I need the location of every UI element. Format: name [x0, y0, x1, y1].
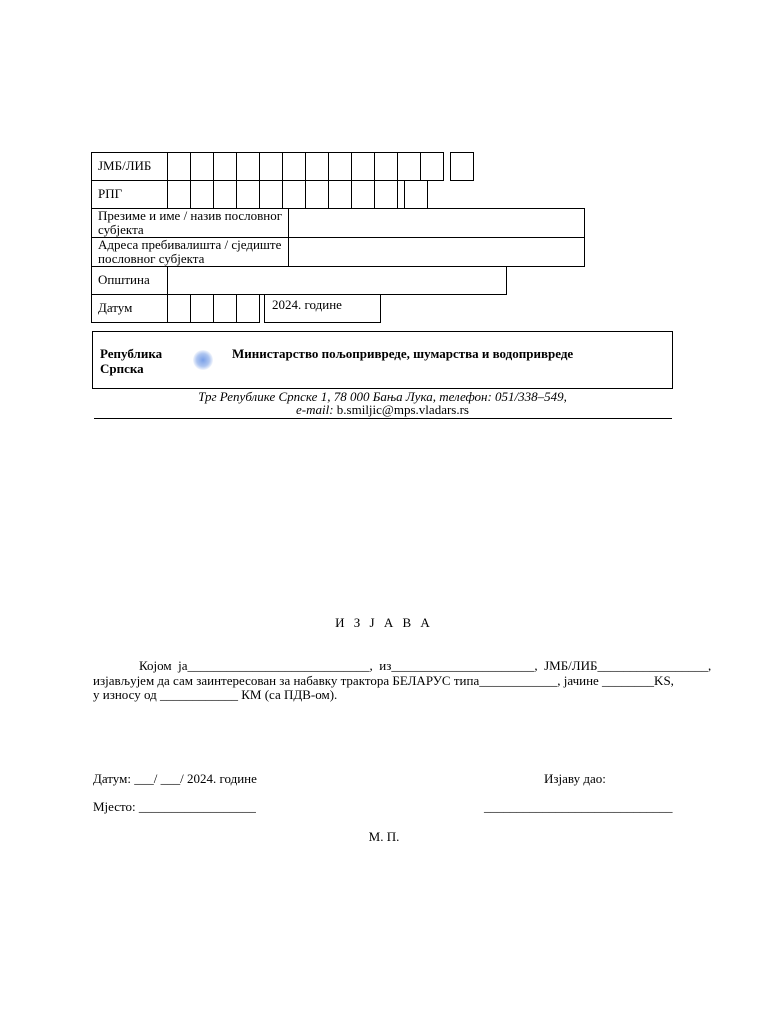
jmb-digit-4[interactable] [236, 152, 260, 181]
date-digit-4[interactable] [236, 294, 260, 323]
ministry-address: Трг Републике Српске 1, 78 000 Бања Лука, телефон: 051/338–549, [198, 389, 567, 404]
rpg-digit-9[interactable] [351, 180, 375, 209]
jmb-digit-6[interactable] [282, 152, 306, 181]
republic-name-line-1: Република [100, 346, 163, 361]
name-label-line-2: субјекта [98, 222, 144, 237]
republic-name [100, 346, 162, 376]
rpg-digit-5[interactable] [259, 180, 283, 209]
name-input[interactable] [288, 208, 585, 238]
rpg-digit-2[interactable] [190, 180, 214, 209]
date-year-text: 2024. године [272, 297, 342, 312]
email-label: e-mail: [295, 402, 334, 417]
statement-place: Мјесто: __________________ [93, 799, 256, 814]
statement-line-1 [139, 658, 711, 674]
rpg-label: РПГ [98, 186, 123, 201]
rpg-digit-12[interactable] [404, 180, 428, 209]
jmb-digit-8[interactable] [328, 152, 352, 181]
rpg-digit-6[interactable] [282, 180, 306, 209]
address-input[interactable] [288, 237, 585, 267]
jmb-label: ЈМБ/ЛИБ [98, 158, 152, 173]
jmb-digit-11[interactable] [397, 152, 421, 181]
jmb-digit-9[interactable] [351, 152, 375, 181]
statement-line-3: у износу од ____________ КМ (са ПДВ-ом). [93, 687, 338, 702]
municipality-input[interactable] [167, 266, 507, 295]
date-digit-1[interactable] [167, 294, 191, 323]
statement-line-2: изјављујем да сам заинтересован за набавку трактора БЕЛАРУС типа____________, јачине ________KS, [93, 673, 674, 688]
municipality-label: Општина [98, 272, 150, 287]
jmb-digit-7[interactable] [305, 152, 329, 181]
rpg-digit-3[interactable] [213, 180, 237, 209]
coat-of-arms-icon [193, 350, 213, 370]
ministry-name: Министарство пољопривреде, шумарства и водопривреде [232, 346, 574, 361]
rpg-digit-8[interactable] [328, 180, 352, 209]
statement-date: Датум: ___/ ___/ 2024. године [93, 771, 257, 786]
jmb-digit-5[interactable] [259, 152, 283, 181]
republic-name-line-2: Српска [100, 361, 144, 376]
date-digit-2[interactable] [190, 294, 214, 323]
address-label-line-2: пословног субјекта [98, 251, 205, 266]
name-label-line-1: Презиме и име / назив пословног [98, 208, 283, 223]
jmb-digit-1[interactable] [167, 152, 191, 181]
rpg-digit-4[interactable] [236, 180, 260, 209]
signature-line: _____________________________ [484, 799, 673, 814]
email-address[interactable]: b.smiljic@mps.vladars.rs [336, 402, 469, 417]
rpg-digit-10[interactable] [374, 180, 398, 209]
ministry-email-line [92, 403, 673, 416]
rpg-digit-7[interactable] [305, 180, 329, 209]
rpg-digit-1[interactable] [167, 180, 191, 209]
seal-placeholder: М. П. [368, 829, 400, 844]
address-label [98, 238, 281, 266]
statement-title: И З Ј А В А [335, 615, 433, 630]
jmb-digit-12[interactable] [420, 152, 444, 181]
header-divider [94, 418, 672, 419]
statement-line-1-text: Којом ја____________________________, из______________________, ЈМБ/ЛИБ_________________, [139, 658, 712, 673]
date-label: Датум [98, 300, 133, 315]
given-by-label: Изјаву дао: [544, 771, 606, 786]
date-digit-3[interactable] [213, 294, 237, 323]
name-label [98, 209, 282, 237]
jmb-digit-3[interactable] [213, 152, 237, 181]
jmb-digit-10[interactable] [374, 152, 398, 181]
jmb-digit-13[interactable] [450, 152, 474, 181]
address-label-line-1: Адреса пребивалишта / сједиште [98, 237, 282, 252]
jmb-digit-2[interactable] [190, 152, 214, 181]
